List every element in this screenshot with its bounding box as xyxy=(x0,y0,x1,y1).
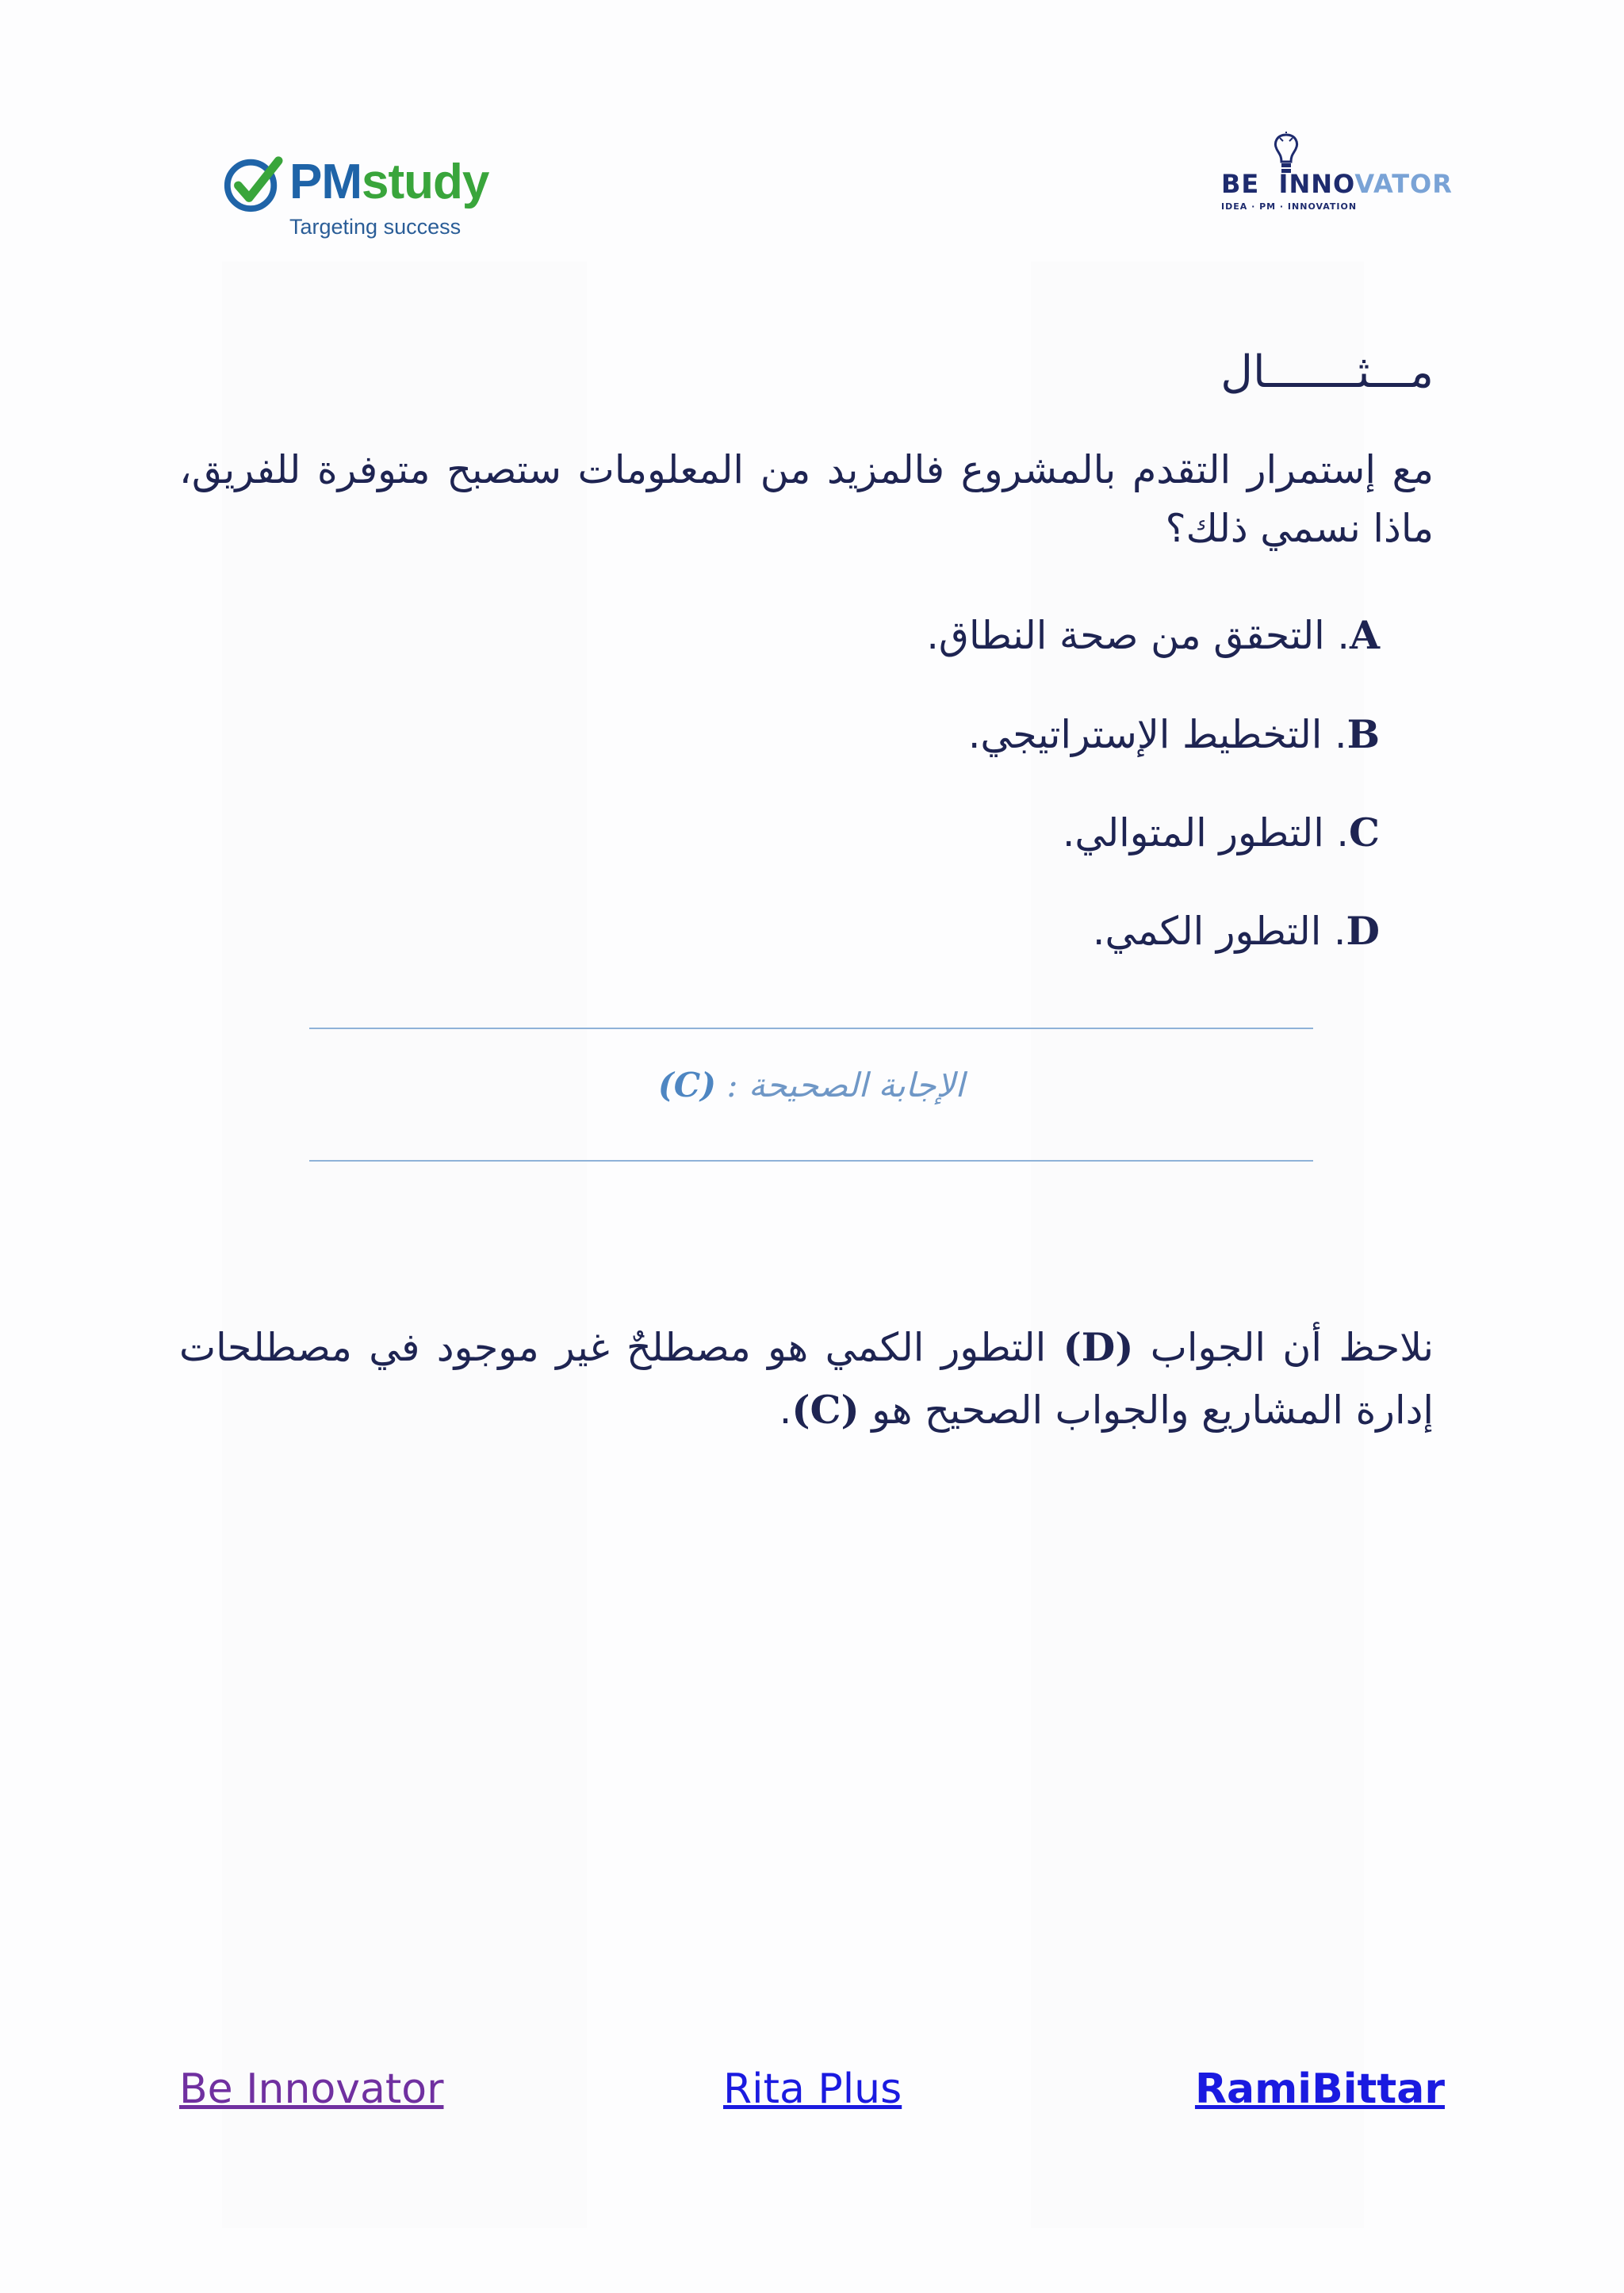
divider xyxy=(309,1028,1313,1029)
answer-letter: (C) xyxy=(657,1066,717,1104)
explanation-note: نلاحظ أن الجواب (D) التطور الكمي هو مصطلحٌ غير موجود في مصطلحات إدارة المشاريع والجواب الصحيح هو (C). xyxy=(179,1324,1434,1434)
question-text: مع إستمرار التقدم بالمشروع فالمزيد من المعلومات ستصبح متوفرة للفريق، ماذا نسمي ذلك؟ xyxy=(179,447,1434,551)
be-innovator-subtitle: IDEA · PM · INNOVATION xyxy=(1221,201,1358,212)
option-d: D. التطور الكمي. xyxy=(1092,908,1380,954)
answer-label: الإجابة الصحيحة : xyxy=(716,1066,965,1104)
option-b: B. التخطيط الإستراتيجي. xyxy=(967,711,1380,757)
rita-plus-link[interactable]: Rita Plus xyxy=(723,2065,902,2113)
option-letter: B xyxy=(1346,711,1380,757)
divider xyxy=(309,1160,1313,1162)
option-c: C. التطور المتوالي. xyxy=(1062,810,1380,856)
pmstudy-brand: PMstudy xyxy=(289,155,489,209)
pmstudy-tagline: Targeting success xyxy=(289,215,462,239)
option-letter: C xyxy=(1349,810,1380,856)
option-text: التخطيط الإستراتيجي. xyxy=(967,712,1335,757)
option-letter: D xyxy=(1346,908,1380,954)
option-text: التحقق من صحة النطاق. xyxy=(926,613,1338,658)
example-heading: مـــثـــــــال xyxy=(1220,346,1434,398)
be-innovator-logo xyxy=(1221,127,1453,222)
checkmark-logo-icon xyxy=(221,153,283,215)
be-innovator-link[interactable]: Be Innovator xyxy=(179,2065,444,2113)
rami-bittar-link[interactable]: RamiBittar xyxy=(1194,2065,1445,2113)
option-text: التطور الكمي. xyxy=(1092,909,1334,954)
pmstudy-logo xyxy=(218,147,535,250)
option-a: A. التحقق من صحة النطاق. xyxy=(926,612,1380,658)
option-letter: A xyxy=(1349,612,1380,658)
option-text: التطور المتوالي. xyxy=(1062,810,1337,856)
correct-answer xyxy=(309,1066,1313,1104)
be-innovator-wordmark: BE INNOVATOR xyxy=(1221,169,1453,199)
